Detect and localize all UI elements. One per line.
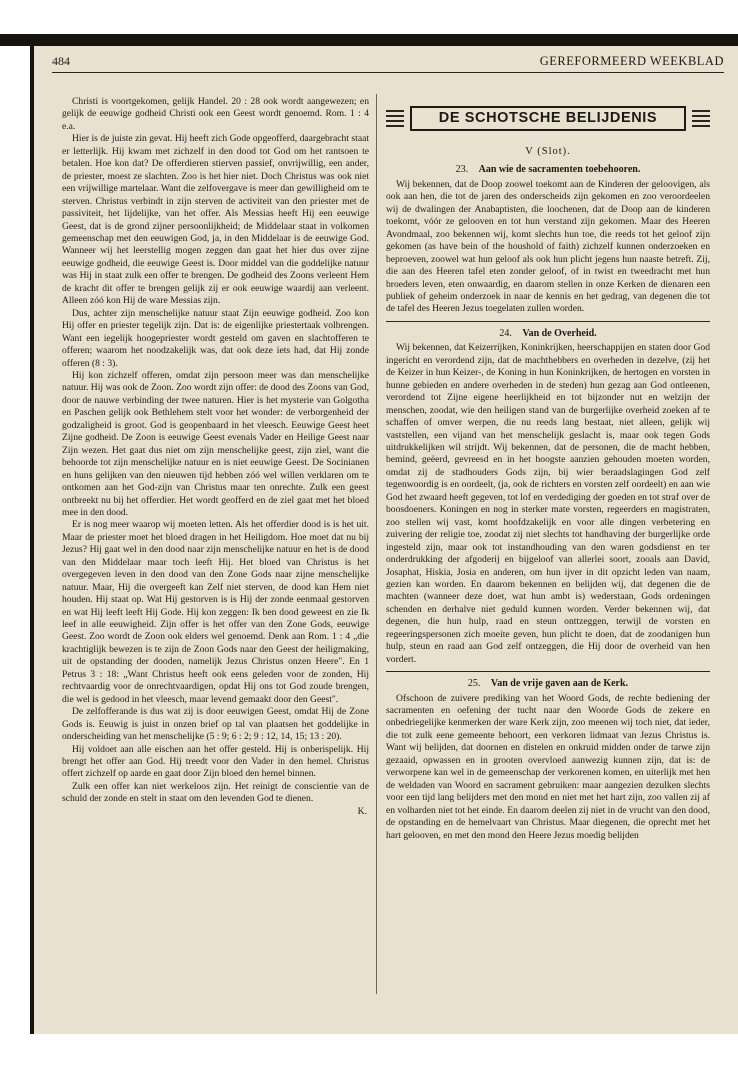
section-title: Van de Overheid.	[522, 327, 597, 339]
part-label: V (Slot).	[525, 146, 571, 157]
left-paragraph: Zulk een offer kan niet werkeloos zijn. Het reinigt de conscientie van de schuld der zonde en stelt in staat om den levenden God te dienen.	[62, 780, 369, 805]
left-paragraph: De zelfofferande is dus wat zij is door eeuwigen Geest, omdat Hij de Zone Gods is. Eeuwig is juist in onzen brief op tal van plaatsen het goddelijke in onderscheiding van het menschelijke (5 : 9; 6 : 2; 9 : 12, 14, 15; 13 : 20).	[62, 706, 369, 743]
section-title: Aan wie de sacramenten toebehooren.	[478, 164, 641, 176]
section-title: Van de vrije gaven aan de Kerk.	[490, 678, 629, 690]
left-column	[62, 96, 369, 818]
section-number: 24.	[499, 327, 512, 339]
title-ornament-right	[692, 110, 710, 127]
left-paragraph: Er is nog meer waarop wij moeten letten. Als het offerdier dood is is het uit. Maar de priester moet het bloed dragen in het Heiligdom. Hoe moet dat nu bij Jezus? Hij gaat wel in den dood naar zijn menschelijke natuur en het is de dood van den Middelaar maar toch leeft Hij. Het bloed van Christus is het overgegeven leven in den dood van den Zone Gods naar zijne menschelijke natuur. Maar, Hij die overgeeft kan Zelf niet sterven, de dood kan Hem niet houden. Hij staat op. Wat Hij gestorven is is Hij der zonde eenmaal gestorven en wat Hij leeft leeft Hij Gode. Hij kon zeggen: Ik ben dood geweest en zie Ik leef in alle eeuwigheid. Zijn offer is het offer van den Zone Gods, eeuwige Geest. Zoo wordt de Zoon ook elders wel genoemd. Denk aan Rom. 1 : 4 „die krachtiglijk bewezen is te zijn de Zoon Gods naar den Geest der heiligmaking, uit de opstanding der dooden, namelijk Jezus Christus onzen Heere". En 1 Petrus 3 : 18: „Want Christus heeft ook eens geleden voor de zonden, Hij rechtvaardig voor de onrechtvaardigen, opdat Hij ons tot God zoude brengen, die wel is gedood in het vleesch, maar levend gemaakt door den Geest".	[62, 519, 369, 705]
author-signoff: K.	[357, 805, 367, 817]
section-divider	[386, 671, 710, 672]
left-paragraph: Hier is de juiste zin gevat. Hij heeft zich Gode opgeofferd, daargebracht staat er letterlijk. Hij kwam met zichzelf in den dood tot God om het rantsoen te betalen. Hoe kon dat? De offerdieren stierven passief, onvrijwillig, een ander, de priester, moest ze slachten. Zoo is het hier niet. Doch Christus was ook niet een vrijwillige martelaar. Want die zelfovergave is meer dan gewilligheid om te sterven. Christus verbindt in zijn sterven de activiteit van den priester met de passiviteit, het lijdelijke, van het offer. Als Messias heeft Hij een eeuwige Geest, dat is de grond zijner persoonlijkheid; de Middelaar staat in volkomen gemeenschap met den eeuwigen God, ja, in den Middelaar is de eeuwige God. Wanneer wij het leerstellig mogen zeggen dan gaat het hier dus over zijne eeuwige godheid, die eeuwige Geest is. Door middel van die goddelijke natuur was Hij in staat zulk een offer te brengen. De godheid des Zoons verleent Hem de kracht dit offer te brengen gelijk zij er ook eeuwige waardij aan verleent. Alleen zóó kon Hij de ware Messias zijn.	[62, 133, 369, 307]
scan-edge-band	[0, 34, 738, 46]
section-heading	[386, 678, 710, 690]
right-column	[386, 96, 710, 842]
header-rule	[52, 72, 724, 73]
left-paragraph: Hij voldoet aan alle eischen aan het offer gesteld. Hij is onberispelijk. Hij brengt het offer aan God. Hij treedt voor den Vader in den hemel. Christus offert zichzelf op aarde en gaat door Zijn bloed den hemel binnen.	[62, 743, 369, 780]
article-title-block	[386, 102, 710, 136]
top-margin	[0, 0, 738, 34]
section-number: 25.	[467, 678, 481, 690]
section-divider	[386, 321, 710, 322]
left-paragraph: Hij kon zichzelf offeren, omdat zijn persoon meer was dan menschelijke natuur. Hij was ook de Zoon. Zoo wordt zijn offer: de dood des Zoons van God, door de nauwe verbinding der twee naturen. Hier is het mysterie van Golgotha en Paschen gelijk ook Bethlehem stelt voor het wonder: de verborgenheid der godzaligheid is groot. God is geopenbaard in het vleesch. Eeuwige Geest heet Zijne godheid. De Zoon is eeuwige Geest evenals Vader en Heilige Geest naar Zijn wezen. Het gaat dus niet om zijn menschelijke geest, zijn ziel, want die behoorde tot zijn menschelijke natuur en is niet eeuwige Geest. De Socinianen en huns gelijken van den nieuwen tijd hebben zóó wel willen verklaren om te ontkomen aan het God-zijn van Christus maar ten onrechte. Zulk een geest ontbreekt nu bij het offerdier. Het wordt geofferd en de ziel gaat met het bloed mee in den dood.	[62, 369, 369, 518]
title-ornament-left	[386, 110, 404, 127]
bottom-margin	[0, 1034, 738, 1068]
column-divider	[376, 94, 377, 994]
section-paragraph: Wij bekennen, dat de Doop zoowel toekomt aan de Kinderen der geloovigen, als ook aan hen, die tot de jaren des onderscheids zijn gekomen en zoo veroordeelen wij de dwalingen der Anabaptisten, die loochenen, dat de Doop aan de kinderen toekomt, vóór ze gelooven en tot hun verstand zijn gekomen. Maar des Heeren Avondmaal, zoo bekennen wij, komt slechts hun toe, die reeds tot het geloof zijn gekomen (as have bein of the houshold of faith) zichzelf kunnen onderzoeken en beproeven, zoowel wat hun geloof als ook hun plicht jegens hun naaste betreft. Zij, die aan des Heeren tafel eten zonder geloof, of in twist en tweedracht met hun broeders leven, eten onwaardig, en daarom stellen in onze Kerken de dienaren een publiek of geheim onderzoek in naar de kennis en het gedrag, van degenen die tot de tafel des Heeren Jezus toegelaten zullen worden.	[386, 178, 710, 315]
section-number: 23.	[455, 164, 469, 176]
section-paragraph: Ofschoon de zuivere prediking van het Woord Gods, de rechte bediening der sacramenten en oefening der tucht naar den Woorde Gods de zekere en onbedriegelijke kenmerken der ware Kerk zijn, zoo meenen wij toch niet, dat ieder, die tot zulk eene gemeente behoort, een verkoren lidmaat van Jezus Christus is. Want wij belijden, dat doornen en distelen en onkruid midden onder de tarwe zijn gezaaid, opwassen en in grooten overvloed aanwezig kunnen zijn, dat is: de verworpene kan wel in de gemeenschap der verkorenen komen, en uiterlijk met hen de weldaden van Woord en sacrament gebruiken: maar aangezien dezulken slechts voor een tijd lang belijders met den mond en niet met het hart zijn, zoo vallen zij af en volharden niet tot het einde. En daarom deelen zij niet in de vrucht van den dood, de opstanding en de hemelvaart van Christus. Maar diegenen, die oprecht met het hart gelooven, en met den mond den Heere Jezus moedig belijden	[386, 692, 710, 841]
section-paragraph: Wij bekennen, dat Keizerrijken, Koninkrijken, heerschappijen en staten door God ingericht en verordend zijn, dat de machthebbers en overheden in dezelve, (zij het de Keizer in hun Keizer-, de Koning in hun Koninkrijken, de hertogen en vorsten in hunne gebieden en andere overheden in de steden) hun gezag aan God ontleenen, verordend tot Zijne eigene heerlijkheid en tot bijzonder nut en welzijn der menschen, zoodat, wie den heiligen stand van de burgerlijke overheid zoeken af te schaffen of omver werpen, die nu reeds lang bestaat, niet alleen, gelijk wij vaststellen, een vijand van het menschelijk geslacht is, maar ook tegen Gods uitdrukkelijken wil strijdt. Wij bekennen, dat de personen, die de macht hebben, bemind, geëerd, gevreesd en in het hoogste aanzien gehouden moeten worden, omdat zij de stadhouders Gods zijn, bij wier beraadslagingen God zelf tegenwoordig is en oordeelt, (ja, ook de richters en vorsten zelf oordeelt) en aan wie God het zwaard heeft gegeven, tot lof en verdediging der goeden en tot straf over de boosdoeners. Koningen en nog in sterker mate vorsten, regeerders en magistraten, zoo stellen wij vast, komt hoofdzakelijk en voor alle dingen verbetering en zuivering der religie toe, zoodat zij niet slechts tot handhaving der burgerlijke orde ingesteld zijn, maar ook tot instandhouding van den waren godsdienst en ter onderdrukking der afgoderij en bijgeloof van allerlei soort, zooals aan David, Josaphat, Hiskia, Josia en anderen, om hun ijver in dit opzicht leden van naam, gezien kan worden. En daarom bekennen en belijden wij, dat degenen die de machten (wanneer deze doet, wat hun ambt is) wederstaan, Gods ordeningen schenden en derhalve niet geduld kunnen worden. Verder bekennen wij, dat degenen, die hun hulp, raad en steun onttzeggen, terwijl de vorsten en regeeringspersonen zich moeite geven, hun plicht te doen, dat de zoodanigen hun hulp, steun en raad aan God zelf ontzeggen, die Hij door de overheid van hen vordert.	[386, 342, 710, 665]
article-title: DE SCHOTSCHE BELIJDENIS	[438, 110, 658, 127]
left-paragraph: Dus, achter zijn menschelijke natuur staat Zijn eeuwige godheid. Zoo kon Hij offer en priester tegelijk zijn. Dat is: de eigenlijke priestertaak volbrengen. Want een iegelijk hoogepriester wordt gesteld om gaven en slachtofferen te offeren; waarom het noodzakelijk was, dat ook deze iets had, dat Hij zonde offeren (8 : 3).	[62, 307, 369, 369]
left-paragraph: Christi is voortgekomen, gelijk Handel. 20 : 28 ook wordt aangewezen; en gelijk de eeuwige godheid Christi ook een Geest wordt genoemd. Rom. 1 : 4 e.a.	[62, 96, 369, 132]
running-head: GEREFORMEERD WEEKBLAD	[539, 54, 724, 68]
section-heading	[386, 164, 710, 176]
page-number: 484	[52, 54, 70, 68]
section-heading	[386, 328, 710, 340]
title-frame	[410, 106, 686, 131]
